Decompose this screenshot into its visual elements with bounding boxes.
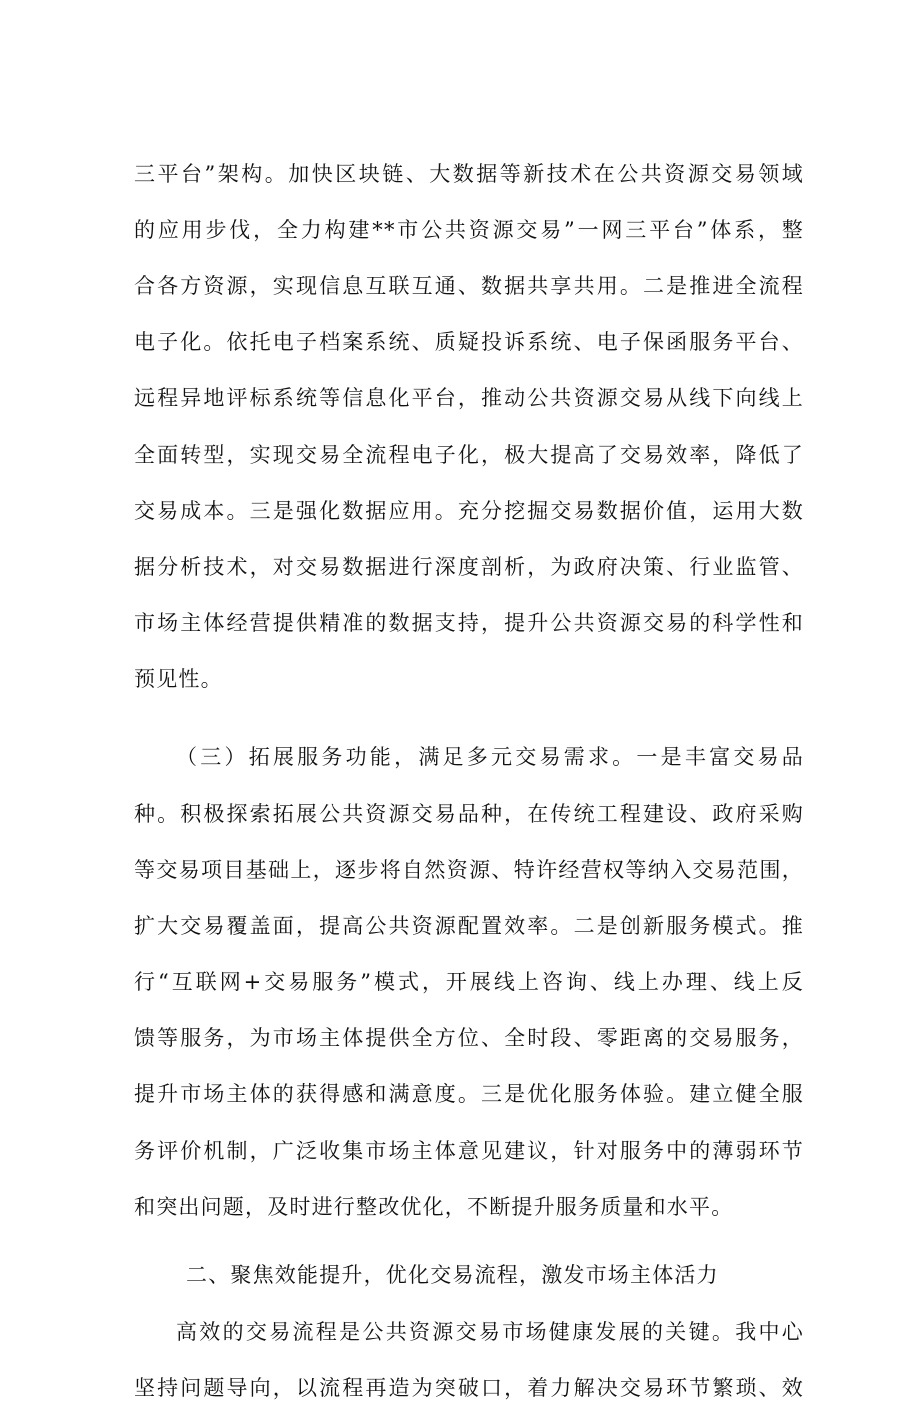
text-line: 高效的交易流程是公共资源交易市场健康发展的关键。我中心 <box>176 1320 804 1344</box>
text-line: 据分析技术，对交易数据进行深度剖析，为政府决策、行业监管、 <box>134 555 804 579</box>
section-heading-2: 二、聚焦效能提升，优化交易流程，激发市场主体活力 <box>186 1263 719 1287</box>
text-line: 馈等服务，为市场主体提供全方位、全时段、零距离的交易服务， <box>134 1026 804 1050</box>
text-line: 种。积极探索拓展公共资源交易品种，在传统工程建设、政府采购 <box>134 802 804 826</box>
text-line: 合各方资源，实现信息互联互通、数据共享共用。二是推进全流程 <box>134 274 804 298</box>
text-line: 预见性。 <box>134 667 223 691</box>
text-line: 的应用步伐，全力构建**市公共资源交易”一网三平台”体系，整 <box>134 218 804 242</box>
text-line: 市场主体经营提供精准的数据支持，提升公共资源交易的科学性和 <box>134 611 804 635</box>
text-line: 坚持问题导向，以流程再造为突破口，着力解决交易环节繁琐、效 <box>134 1376 804 1400</box>
text-line: 三平台”架构。加快区块链、大数据等新技术在公共资源交易领域 <box>134 162 804 186</box>
text-line: 等交易项目基础上，逐步将自然资源、特许经营权等纳入交易范围， <box>134 858 804 882</box>
text-line: 全面转型，实现交易全流程电子化，极大提高了交易效率，降低了 <box>134 443 804 467</box>
text-line: 电子化。依托电子档案系统、质疑投诉系统、电子保函服务平台、 <box>134 330 804 354</box>
text-line: 务评价机制，广泛收集市场主体意见建议，针对服务中的薄弱环节 <box>134 1139 804 1163</box>
section-heading-3: （三）拓展服务功能，满足多元交易需求。一是丰富交易品 <box>176 745 804 769</box>
text-line: 远程异地评标系统等信息化平台，推动公共资源交易从线下向线上 <box>134 386 804 410</box>
text-line: 交易成本。三是强化数据应用。充分挖掘交易数据价值，运用大数 <box>134 499 804 523</box>
text-line: 提升市场主体的获得感和满意度。三是优化服务体验。建立健全服 <box>134 1082 804 1106</box>
text-line: 扩大交易覆盖面，提高公共资源配置效率。二是创新服务模式。推 <box>134 914 804 938</box>
text-line: 和突出问题，及时进行整改优化，不断提升服务质量和水平。 <box>134 1195 734 1219</box>
text-line: 行“互联网+交易服务”模式，开展线上咨询、线上办理、线上反 <box>134 970 804 994</box>
